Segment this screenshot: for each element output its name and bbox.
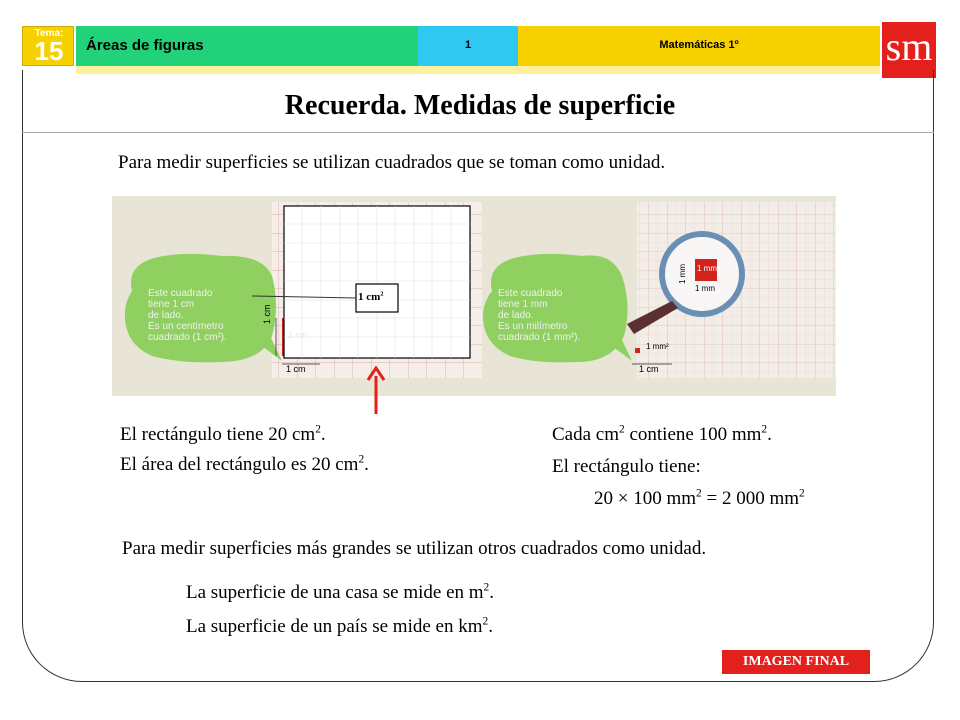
left-line-1-end: . [320,424,326,445]
left-line-1 [120,424,326,446]
red-arrow-icon [366,366,386,414]
bottom-intro: Para medir superficies más grandes se utilizan otros cuadrados como unidad. [122,538,707,559]
right-bubble-text [498,288,580,343]
title-divider [22,132,934,133]
right-line-1-b: contiene 100 mm [624,424,762,445]
left-axis-v-text: 1 cm [262,304,272,324]
lens-mm-h-label: 1 mm [695,284,715,293]
tema-number: 15 [34,36,64,66]
pais-exp: 2 [482,615,489,628]
cm2-label-text: 1 cm [358,291,381,303]
right-line-1-exp1: 2 [619,423,625,436]
casa-exp: 2 [483,581,490,594]
left-bubble-line: cuadrado (1 cm²). [148,332,227,343]
tiny-mm-square [635,348,640,353]
left-line-2-exp: 2 [358,453,365,466]
left-bubble-line: tiene 1 cm [148,299,195,310]
right-line-3-exp2: 2 [799,487,805,500]
left-bubble-line: Este cuadrado [148,288,213,299]
right-line-1-end: . [767,424,772,445]
topic-title: Áreas de figuras [86,37,204,54]
right-line-3-b: = 2 000 mm [701,488,800,509]
right-bubble-line: tiene 1 mm [498,299,548,310]
right-line-1-exp2: 2 [761,423,768,436]
left-bubble-line: Es un centímetro [148,321,224,332]
pais-end: . [488,616,493,637]
cm2-label [358,291,384,303]
cm2-label-exp: 2 [380,290,384,298]
casa-end: . [489,582,494,603]
left-bubble-text [148,288,227,343]
left-bubble-line: de lado. [148,310,184,321]
lens-mm2-label: 1 mm² [697,264,720,273]
left-line-2-end: . [364,454,369,475]
mm2-label: 1 mm² [646,342,669,351]
left-line-1-text: El rectángulo tiene 20 cm [120,424,316,445]
right-line-3 [594,488,805,510]
casa-text: La superficie de una casa se mide en m [186,582,484,603]
topic-bar [76,26,418,66]
sm-logo: sm [882,22,936,78]
pais-line [186,616,493,638]
tema-badge [22,26,74,66]
pais-text: La superficie de un país se mide en km [186,616,483,637]
right-bubble-line: Es un milímetro [498,321,568,332]
left-line-2 [120,454,369,476]
left-axis-h-label: 1 cm [286,364,306,374]
subject-bar [518,26,880,66]
left-line-1-exp: 2 [315,423,321,436]
right-bubble-line: de lado. [498,310,534,321]
right-line-3-exp1: 2 [696,487,702,500]
left-axis-v-label [262,304,272,324]
right-line-1 [552,424,772,446]
imagen-final-button[interactable]: IMAGEN FINAL [722,650,870,674]
tema-label: Tema: [34,28,64,39]
page-number: 1 [464,39,472,51]
intro-text: Para medir superficies se utilizan cuadrados que se toman como unidad. [118,152,666,173]
right-bubble-line: Este cuadrado [498,288,563,299]
illustration [112,196,836,396]
right-line-2: El rectángulo tiene: [552,456,701,477]
right-line-1-a: Cada cm [552,424,620,445]
page-bar [418,26,518,66]
casa-line [186,582,494,604]
slide-title: Recuerda. Medidas de superficie [284,90,676,121]
right-bubble-line: cuadrado (1 mm²). [498,332,581,343]
lens-mm-v-label: 1 mm [678,264,687,284]
red-square-label: 1 cm [288,330,308,340]
right-line-3-a: 20 × 100 mm [594,488,697,509]
left-line-2-text: El área del rectángulo es 20 cm [120,454,359,475]
right-axis-h-label: 1 cm [639,364,659,374]
subject-label: Matemáticas 1º [659,39,739,51]
